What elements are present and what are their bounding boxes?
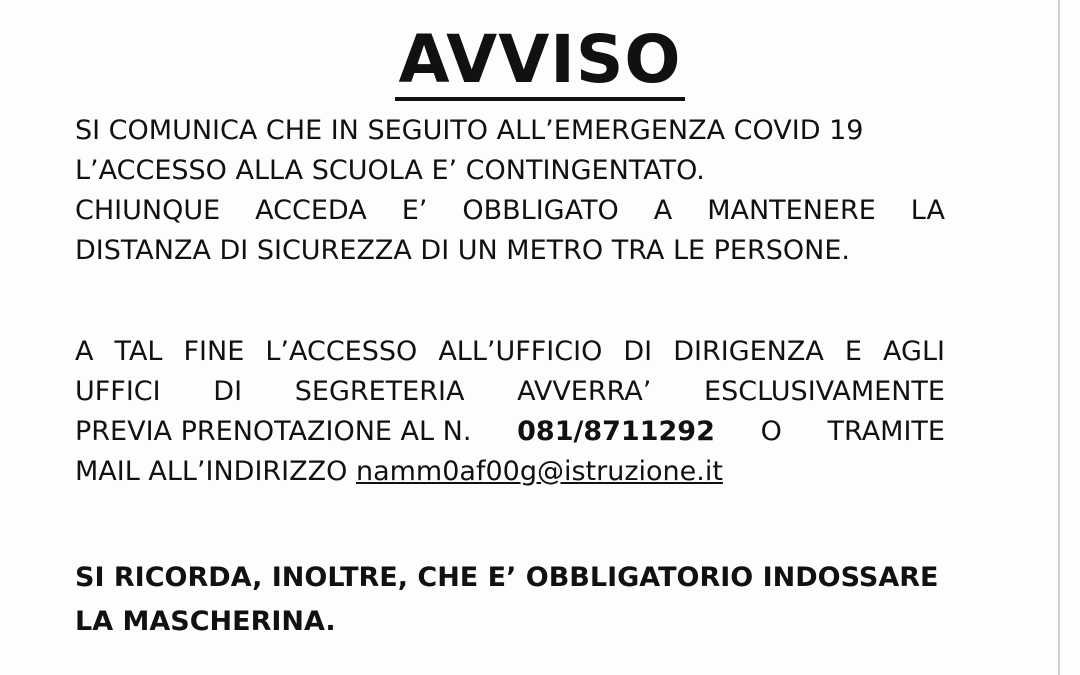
p2-line-2-word: AVVERRA’ bbox=[517, 376, 652, 407]
p1-line-3-word: CHIUNQUE bbox=[75, 195, 221, 226]
p2-line-2-word: SEGRETERIA bbox=[294, 376, 465, 407]
p2-line-3-word: TRAMITE bbox=[827, 416, 945, 447]
notice-title-text: AVVISO bbox=[395, 23, 686, 101]
p2-line-2 bbox=[75, 372, 945, 412]
email-prefix: MAIL ALL’INDIRIZZO bbox=[75, 456, 356, 487]
p3-line-2: LA MASCHERINA. bbox=[75, 606, 336, 637]
p2-line-1-word: DIRIGENZA bbox=[673, 336, 824, 367]
paragraph-office-access bbox=[75, 332, 945, 492]
p2-line-1-word: TAL bbox=[114, 336, 163, 367]
p2-line-2-word: DI bbox=[213, 376, 243, 407]
p1-line-3-word: LA bbox=[910, 195, 945, 226]
p2-line-1-word: AGLI bbox=[883, 336, 945, 367]
p1-line-3-word: E’ bbox=[401, 195, 428, 226]
p3-line-1: SI RICORDA, INOLTRE, CHE E’ OBBLIGATORIO INDOSSARE bbox=[75, 562, 939, 593]
p1-line-3-word: OBBLIGATO bbox=[462, 195, 619, 226]
scan-edge-line bbox=[1058, 0, 1060, 675]
paragraph-mask-reminder bbox=[75, 556, 945, 644]
email-link[interactable]: namm0af00g@istruzione.it bbox=[355, 456, 723, 487]
p2-line-3-word: O bbox=[760, 416, 782, 447]
p2-line-3 bbox=[75, 412, 945, 452]
p1-line-3-word: ACCEDA bbox=[255, 195, 367, 226]
p2-line-1-word: A bbox=[75, 336, 94, 367]
p2-line-1-word: L’ACCESSO bbox=[265, 336, 418, 367]
p2-line-1 bbox=[75, 332, 945, 372]
p1-line-3-word: MANTENERE bbox=[707, 195, 876, 226]
p2-line-1-word: E bbox=[844, 336, 862, 367]
p1-line-2: L’ACCESSO ALLA SCUOLA E’ CONTINGENTATO. bbox=[75, 155, 705, 186]
p2-line-4 bbox=[75, 452, 945, 492]
p1-line-3 bbox=[75, 191, 945, 231]
notice-title bbox=[0, 20, 1080, 101]
p1-line-1: SI COMUNICA CHE IN SEGUITO ALL’EMERGENZA COVID 19 bbox=[75, 115, 864, 146]
p2-line-2-word: ESCLUSIVAMENTE bbox=[704, 376, 945, 407]
p2-line-1-word: DI bbox=[623, 336, 653, 367]
p2-line-2-word: UFFICI bbox=[75, 376, 161, 407]
p1-line-4: DISTANZA DI SICUREZZA DI UN METRO TRA LE PERSONE. bbox=[75, 235, 850, 266]
p2-line-1-word: FINE bbox=[183, 336, 245, 367]
p2-line-3-part1: PREVIA PRENOTAZIONE AL N. bbox=[75, 416, 472, 447]
paragraph-covid-access bbox=[75, 111, 945, 271]
p2-line-1-word: ALL’UFFICIO bbox=[438, 336, 603, 367]
p1-line-3-word: A bbox=[653, 195, 673, 226]
phone-number: 081/8711292 bbox=[517, 416, 715, 447]
